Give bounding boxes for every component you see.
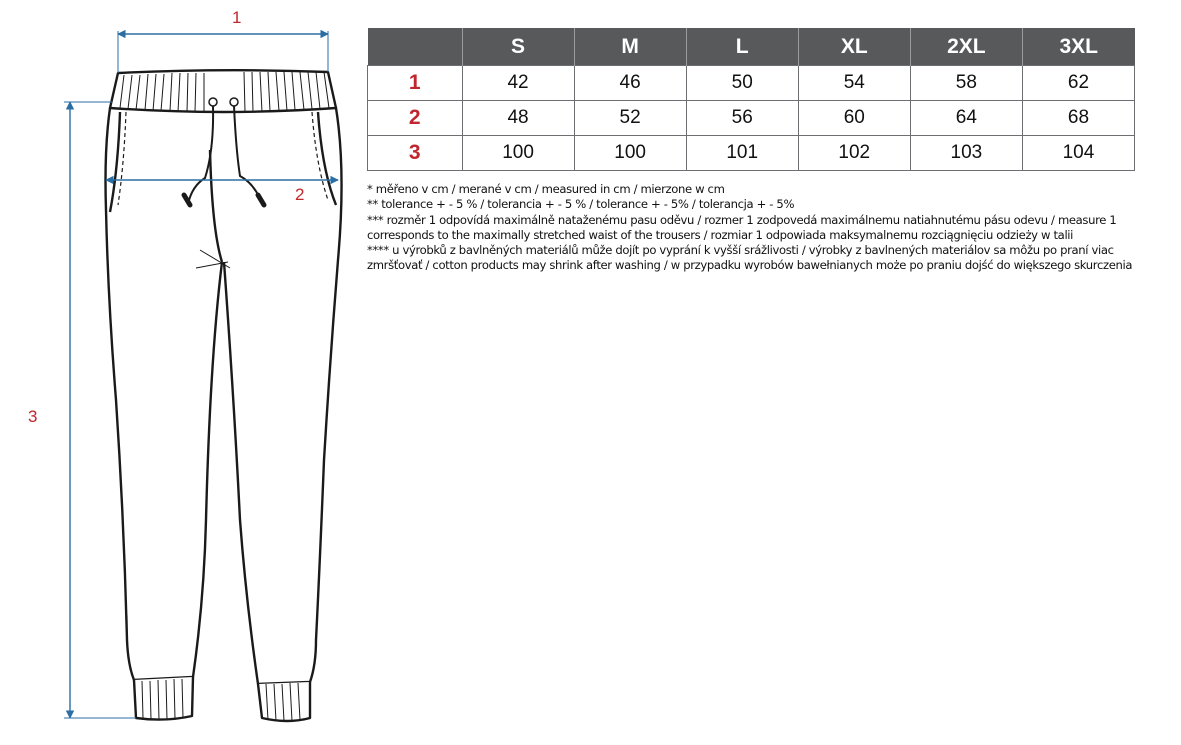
table-cell: 52 — [574, 101, 686, 136]
row-label: 1 — [368, 66, 463, 101]
size-header-2xl: 2XL — [910, 28, 1022, 66]
size-header-xl: XL — [798, 28, 910, 66]
size-header-3xl: 3XL — [1022, 28, 1134, 66]
table-cell: 101 — [686, 136, 798, 171]
header-corner — [368, 28, 463, 66]
waist-dimension-label: 1 — [232, 8, 242, 27]
table-cell: 100 — [462, 136, 574, 171]
table-cell: 100 — [574, 136, 686, 171]
length-dimension-label: 3 — [28, 407, 38, 426]
size-header-row — [368, 28, 1135, 66]
trousers-illustration — [0, 0, 360, 740]
trousers-outline — [106, 70, 342, 721]
row-label: 3 — [368, 136, 463, 171]
table-cell: 50 — [686, 66, 798, 101]
note-shrinkage: **** u výrobků z bavlněných materiálů může dojít po vyprání k vyšší srážlivosti / výrobky z bavlnených materiálov sa môžu po praní viac zmršťovať / cotton products may shrink after washing / w przypadku wyrobów bawełnianych może po praniu dojść do większego skurczenia — [367, 243, 1133, 273]
note-waist-measure: *** rozměr 1 odpovídá maximálně nataženému pasu oděvu / rozmer 1 zodpovedá maximálnemu natiahnutému pásu odevu / measure 1 corresponds to the maximally stretched waist of the trousers / rozmiar 1 odpowiada maksymalnemu rozciągnięciu odzieży w talii — [367, 212, 1117, 242]
table-cell: 46 — [574, 66, 686, 101]
table-cell: 103 — [910, 136, 1022, 171]
drawstring — [184, 98, 264, 205]
table-row — [368, 66, 1135, 101]
note-units: * měřeno v cm / merané v cm / measured in cm / mierzone w cm — [367, 182, 725, 196]
table-cell: 42 — [462, 66, 574, 101]
note-tolerance: ** tolerance + - 5 % / tolerancia + - 5 % / tolerance + - 5% / tolerancja + - 5% — [367, 197, 795, 212]
size-header-m: M — [574, 28, 686, 66]
table-cell: 62 — [1022, 66, 1134, 101]
table-cell: 60 — [798, 101, 910, 136]
table-cell: 102 — [798, 136, 910, 171]
row-label: 2 — [368, 101, 463, 136]
table-cell: 64 — [910, 101, 1022, 136]
crotch-seam — [196, 250, 230, 268]
size-header-s: S — [462, 28, 574, 66]
table-cell: 56 — [686, 101, 798, 136]
table-row — [368, 136, 1135, 171]
trousers-figure — [0, 0, 360, 740]
table-cell: 68 — [1022, 101, 1134, 136]
hip-dimension-label: 2 — [295, 185, 305, 204]
size-notes — [367, 182, 1142, 274]
table-cell: 58 — [910, 66, 1022, 101]
table-cell: 54 — [798, 66, 910, 101]
size-table — [367, 28, 1135, 171]
table-cell: 104 — [1022, 136, 1134, 171]
table-cell: 48 — [462, 101, 574, 136]
table-row — [368, 101, 1135, 136]
size-header-l: L — [686, 28, 798, 66]
